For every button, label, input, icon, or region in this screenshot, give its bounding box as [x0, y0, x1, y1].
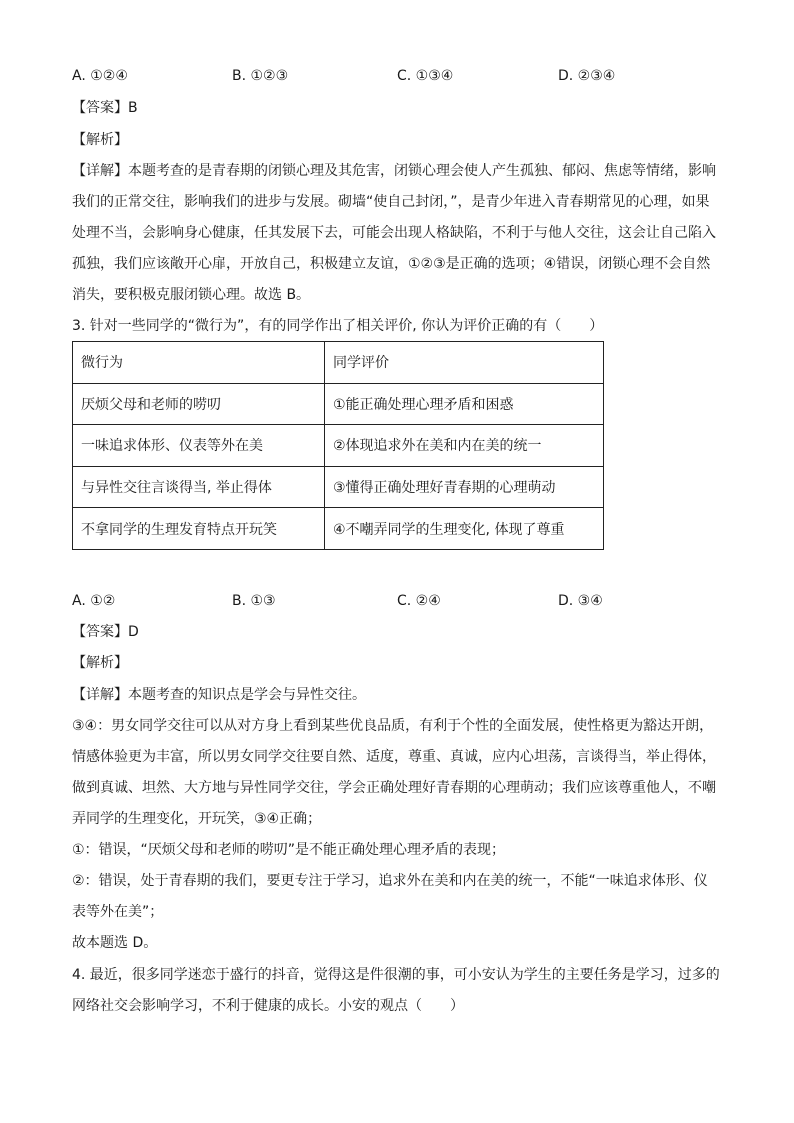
q3-answer: 【答案】D	[72, 624, 139, 640]
q2-detail-line: 【详解】本题考查的是青春期的闭锁心理及其危害，闭锁心理会使人产生孤独、郁闷、焦虑等情绪，影响	[72, 163, 716, 179]
q3-analysis-label: 【解析】	[72, 655, 128, 671]
q3-detail-line: 做到真诚、坦然、大方地与异性同学交往，学会正确处理好青春期的心理萌动；我们应该尊重他人，不嘲	[72, 780, 716, 796]
table-row	[73, 466, 604, 508]
q3-detail-line: ③④：男女同学交往可以从对方身上看到某些优良品质，有利于个性的全面发展，使性格更为豁达开朗，	[72, 718, 714, 734]
q2-option-b: B. ①②③	[232, 68, 289, 84]
q3-option-a: A. ①②	[72, 593, 116, 609]
q3-option-c: C. ②④	[397, 593, 441, 609]
table-cell-evaluation: ④不嘲弄同学的生理变化, 体现了尊重	[325, 508, 604, 550]
q3-detail-line: ②：错误，处于青春期的我们，要更专注于学习，追求外在美和内在美的统一，不能“一味追求体形、仪	[72, 873, 708, 889]
table-cell-behavior: 一味追求体形、仪表等外在美	[73, 425, 325, 467]
q2-detail-line: 我们的正常交往，影响我们的进步与发展。砌墙“使自己封闭，”，是青少年进入青春期常见的心理，如果	[72, 194, 710, 210]
table-cell-behavior: 厌烦父母和老师的唠叨	[73, 383, 325, 425]
q4-stem-line: 网络社交会影响学习，不利于健康的成长。小安的观点（ ）	[72, 998, 464, 1014]
q3-options	[72, 591, 722, 611]
table-row	[73, 383, 604, 425]
q3-detail-line: 故本题选 D。	[72, 935, 158, 951]
q2-option-c: C. ①③④	[397, 68, 454, 84]
table-cell-evaluation: ①能正确处理心理矛盾和困惑	[325, 383, 604, 425]
q4-stem-line: 4. 最近，很多同学迷恋于盛行的抖音，觉得这是件很潮的事，可小安认为学生的主要任务是学习，过多的	[72, 967, 720, 983]
table-header-row	[73, 342, 604, 384]
q3-option-b: B. ①③	[232, 593, 276, 609]
table-row	[73, 425, 604, 467]
q2-detail-line: 处理不当，会影响身心健康，任其发展下去，可能会出现人格缺陷，不利于与他人交往，这会让自己陷入	[72, 225, 716, 241]
q2-option-d: D. ②③④	[558, 68, 616, 84]
q2-detail-line: 消失，要积极克服闭锁心理。故选 B。	[72, 287, 311, 303]
table-row	[73, 508, 604, 550]
q3-detail-line: 情感体验更为丰富，所以男女同学交往要自然、适度，尊重、真诚，应内心坦荡，言谈得当，举止得体，	[72, 749, 716, 765]
q2-detail-line: 孤独，我们应该敞开心扉，开放自己，积极建立友谊，①②③是正确的选项；④错误，闭锁心理不会自然	[72, 256, 711, 272]
q2-analysis-label: 【解析】	[72, 132, 128, 148]
table-cell-behavior: 与异性交往言谈得当, 举止得体	[73, 466, 325, 508]
table-header-cell: 同学评价	[325, 342, 604, 384]
q2-options	[72, 66, 722, 86]
q3-detail-line: ①：错误，“厌烦父母和老师的唠叨”是不能正确处理心理矛盾的表现；	[72, 842, 506, 858]
q3-detail-line: 【详解】本题考查的知识点是学会与异性交往。	[72, 687, 366, 703]
table-cell-evaluation: ③懂得正确处理好青春期的心理萌动	[325, 466, 604, 508]
q3-stem: 3. 针对一些同学的“微行为”，有的同学作出了相关评价, 你认为评价正确的有（ ）	[72, 318, 604, 334]
q3-detail-line: 弄同学的生理变化，开玩笑，③④正确；	[72, 811, 322, 827]
q3-table	[72, 341, 604, 550]
table-header-cell: 微行为	[73, 342, 325, 384]
q3-option-d: D. ③④	[558, 593, 603, 609]
q3-detail-line: 表等外在美”；	[72, 904, 164, 920]
q2-option-a: A. ①②④	[72, 68, 128, 84]
table-cell-evaluation: ②体现追求外在美和内在美的统一	[325, 425, 604, 467]
q2-answer: 【答案】B	[72, 100, 138, 116]
table-cell-behavior: 不拿同学的生理发育特点开玩笑	[73, 508, 325, 550]
